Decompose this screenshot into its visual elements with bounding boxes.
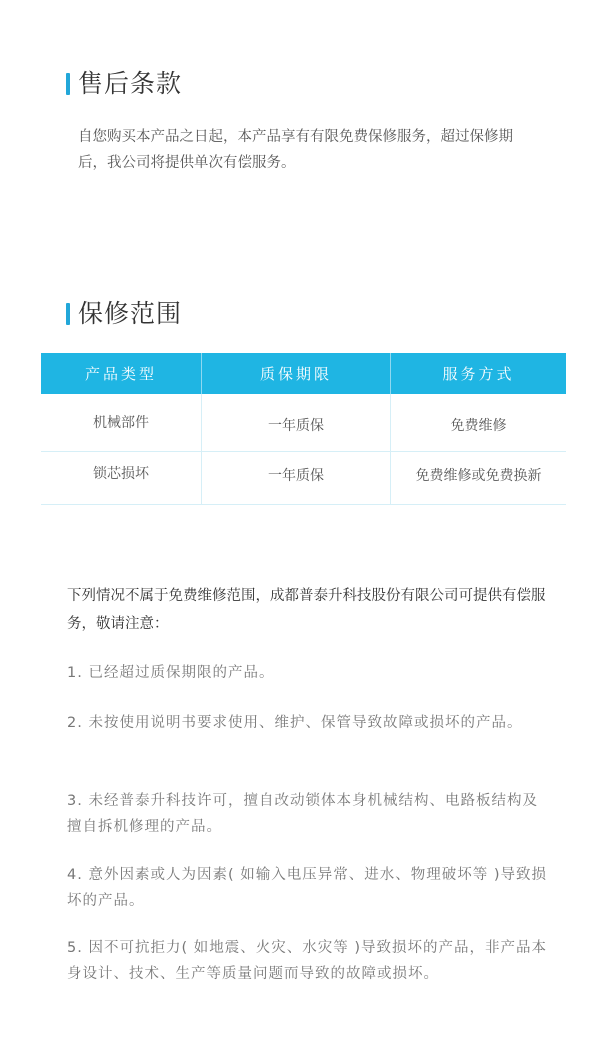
header-product-type: 产品类型 bbox=[84, 365, 157, 383]
cell-product-type: 机械部件 bbox=[93, 415, 149, 431]
cell-service-method: 免费维修或免费换新 bbox=[390, 452, 566, 504]
list-item: 2. 未按使用说明书要求使用、维护、保管导致故障或损坏的产品。 bbox=[67, 715, 523, 731]
title-accent-bar bbox=[66, 303, 70, 325]
title-accent-bar bbox=[66, 73, 70, 95]
table-row bbox=[41, 452, 566, 505]
cell-product-type: 锁芯损坏 bbox=[93, 466, 149, 482]
cell-warranty-period: 一年质保 bbox=[201, 452, 390, 504]
header-warranty-period: 质保期限 bbox=[201, 353, 390, 394]
warranty-title: 保修范围 bbox=[78, 299, 183, 328]
warranty-heading bbox=[66, 300, 182, 328]
after-sales-text: 自您购买本产品之日起，本产品享有有限免费保修服务，超过保修期后，我公司将提供单次有偿服务。 bbox=[78, 129, 513, 171]
cell-warranty-period: 一年质保 bbox=[201, 394, 390, 451]
warranty-table bbox=[41, 353, 566, 505]
cell-service-method: 免费维修 bbox=[390, 394, 566, 451]
after-sales-heading bbox=[66, 70, 182, 98]
list-item: 1. 已经超过质保期限的产品。 bbox=[67, 665, 275, 681]
list-item: 5. 因不可抗拒力( 如地震、火灾、水灾等 )导致损坏的产品，非产品本身设计、技术、生产等质量问题而导致的故障或损坏。 bbox=[67, 940, 547, 982]
exclusion-notice: 下列情况不属于免费维修范围，成都普泰升科技股份有限公司可提供有偿服务，敬请注意： bbox=[67, 588, 546, 632]
header-service-method: 服务方式 bbox=[390, 353, 566, 394]
list-item: 3. 未经普泰升科技许可，擅自改动锁体本身机械结构、电路板结构及擅自拆机修理的产品。 bbox=[67, 793, 538, 835]
after-sales-title: 售后条款 bbox=[78, 69, 183, 98]
list-item: 4. 意外因素或人为因素( 如输入电压异常、进水、物理破坏等 )导致损坏的产品。 bbox=[67, 867, 547, 909]
table-row bbox=[41, 394, 566, 452]
table-header-row bbox=[41, 353, 566, 394]
